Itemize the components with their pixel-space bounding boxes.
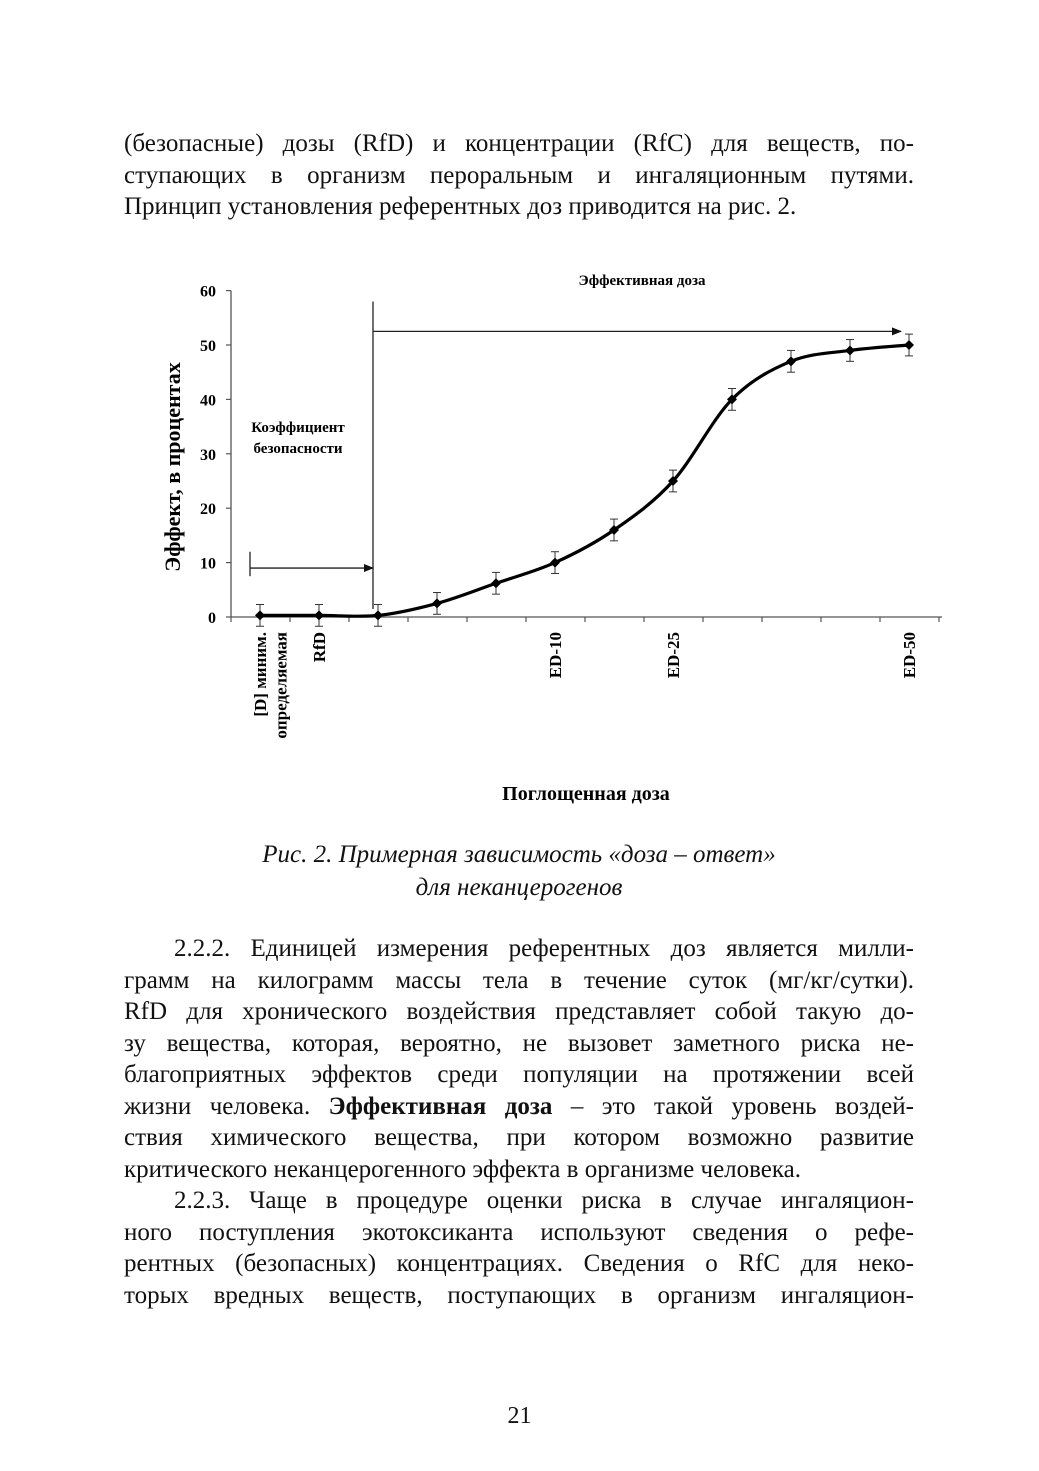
bold-term: Эффективная доза bbox=[328, 1092, 553, 1120]
x-tick-label: ED-10 bbox=[546, 632, 565, 679]
x-tick-label: ED-25 bbox=[664, 632, 683, 679]
data-point bbox=[491, 572, 501, 594]
y-tick-label: 0 bbox=[208, 610, 216, 627]
text-line: 2.2.2. Единицей измерения референтных доз является милли- bbox=[174, 935, 914, 962]
caption-line: Рис. 2. Примерная зависимость «доза – ответ» bbox=[262, 841, 776, 868]
page-number: 21 bbox=[507, 1403, 532, 1429]
chart-annotations bbox=[250, 273, 901, 609]
data-point-marker bbox=[786, 356, 796, 366]
data-point-marker bbox=[491, 578, 501, 588]
text-span: – это такой уровень воздей- bbox=[552, 1092, 914, 1120]
text-line: ного поступления экотоксиканта используют сведения о рефе- bbox=[124, 1218, 914, 1246]
series-line bbox=[260, 345, 909, 616]
x-tick-label: ED-50 bbox=[900, 632, 919, 679]
y-axis-title: Эффект, в процентах bbox=[160, 362, 185, 572]
text-span: жизни человека. bbox=[124, 1092, 329, 1120]
text-line: грамм на килограмм массы тела в течение суток (мг/кг/сутки). bbox=[124, 966, 914, 994]
safety-factor-label: безопасности bbox=[253, 441, 343, 457]
text-line: ствия химического вещества, при котором возможно развитие bbox=[124, 1124, 914, 1151]
y-tick-label: 50 bbox=[200, 338, 216, 355]
data-point bbox=[904, 334, 914, 356]
text-line: 2.2.3. Чаще в процедуре оценки риска в случае ингаляцион- bbox=[174, 1187, 914, 1214]
data-point bbox=[314, 604, 324, 626]
data-point-marker bbox=[550, 558, 560, 568]
y-tick-label: 30 bbox=[200, 446, 216, 464]
y-tick-label: 60 bbox=[200, 283, 216, 301]
text-line: рентных (безопасных) концентрациях. Сведения о RfC для неко- bbox=[124, 1250, 914, 1277]
data-point-marker bbox=[904, 340, 914, 350]
effective-dose-label: Эффективная доза bbox=[578, 273, 706, 289]
text-line: благоприятных эффектов среди популяции на протяжении всей bbox=[124, 1061, 914, 1088]
data-point bbox=[668, 470, 678, 492]
intro-paragraph bbox=[124, 128, 914, 223]
text-line: (безопасные) дозы (RfD) и концентрации (RfC) для веществ, по- bbox=[124, 130, 914, 157]
data-point bbox=[432, 593, 442, 615]
text-line: торых вредных веществ, поступающих в организм ингаляцион- bbox=[124, 1281, 914, 1309]
data-point bbox=[373, 604, 383, 626]
data-point-marker bbox=[432, 598, 442, 608]
data-point bbox=[727, 389, 737, 411]
caption-line: для неканцерогенов bbox=[415, 874, 623, 901]
paragraph-2-2-2 bbox=[124, 933, 914, 1185]
data-point bbox=[845, 340, 855, 362]
x-axis-title: Поглощенная доза bbox=[502, 783, 670, 805]
data-point bbox=[609, 519, 619, 541]
chart-series bbox=[255, 334, 914, 626]
data-point-marker bbox=[314, 610, 324, 620]
y-tick-label: 40 bbox=[200, 392, 216, 410]
text-line: критического неканцерогенного эффекта в организме человека. bbox=[124, 1155, 802, 1183]
dose-response-chart bbox=[140, 262, 960, 812]
x-tick-label: [D] миним. bbox=[251, 632, 270, 717]
data-point-marker bbox=[255, 610, 265, 620]
y-tick-label: 10 bbox=[200, 555, 216, 573]
text-line: ступающих в организм пероральным и ингаляционным путями. bbox=[124, 161, 914, 189]
text-line bbox=[124, 1091, 914, 1123]
text-line: Принцип установления референтных доз приводится на рис. 2. bbox=[124, 193, 797, 220]
data-point bbox=[786, 350, 796, 372]
safety-factor-label: Коэффициент bbox=[251, 420, 345, 436]
data-point bbox=[550, 552, 560, 574]
text-line: RfD для хронического воздействия представляет собой такую до- bbox=[124, 998, 914, 1025]
data-point-marker bbox=[373, 610, 383, 620]
text-line: зу вещества, которая, вероятно, не вызовет заметного риска не- bbox=[124, 1029, 914, 1057]
y-tick-label: 20 bbox=[200, 501, 216, 519]
data-point-marker bbox=[845, 345, 855, 355]
figure-caption bbox=[124, 838, 914, 904]
x-tick-label: определяемая bbox=[271, 632, 291, 739]
x-tick-label: RfD bbox=[310, 632, 329, 663]
data-point bbox=[255, 604, 265, 626]
paragraph-2-2-3 bbox=[124, 1185, 914, 1311]
